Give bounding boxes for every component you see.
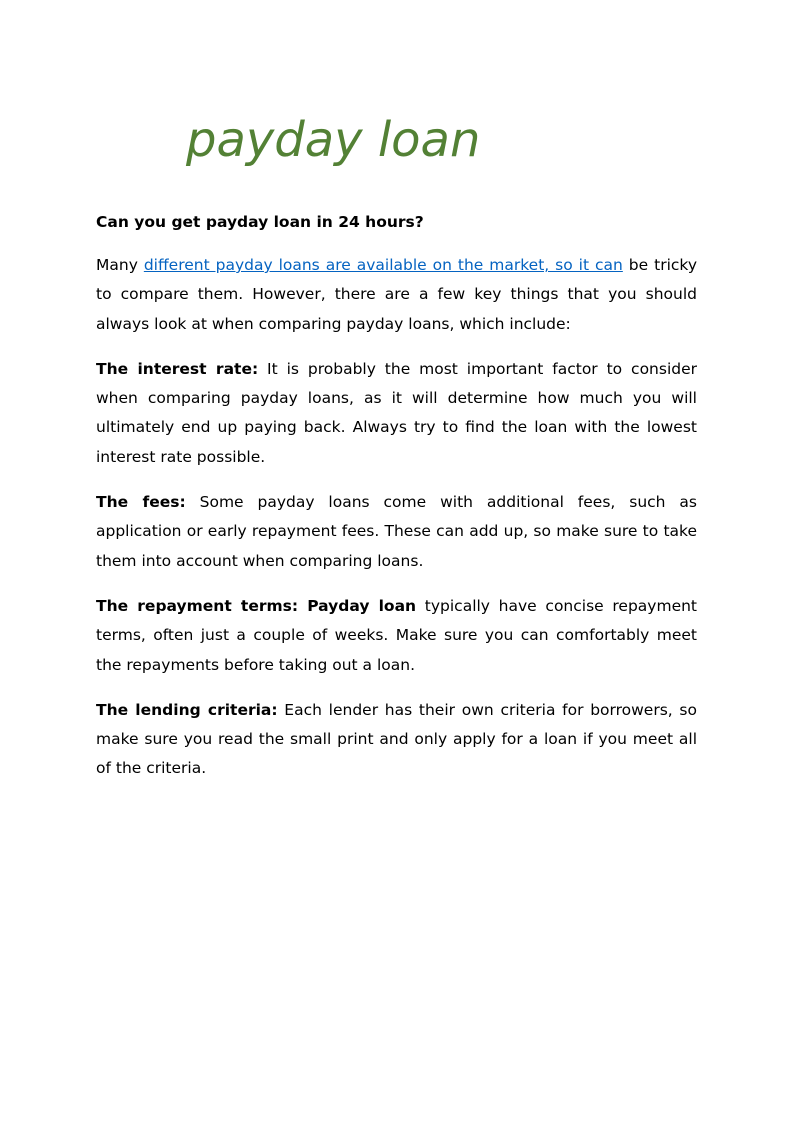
intro-text-after-link: be tricky to compare them. However, there are a few key things that you should always look at when comparing payday loans, which include: xyxy=(96,256,697,333)
intro-paragraph xyxy=(96,251,697,339)
repayment-terms-text: typically have concise repayment terms, often just a couple of weeks. Make sure you can comfortably meet the repayments before taking out a loan. xyxy=(96,596,698,674)
repayment-terms-label: The repayment terms: xyxy=(96,596,299,615)
interest-rate-paragraph xyxy=(96,355,697,472)
repayment-terms-paragraph xyxy=(96,592,697,680)
lending-criteria-text: Each lender has their own criteria for borrowers, so make sure you read the small print and only apply for a loan if you meet all of the criteria. xyxy=(96,700,697,778)
page-title: payday loan xyxy=(186,112,481,168)
fees-label: The fees: xyxy=(96,493,186,512)
intro-text-before-link: Many xyxy=(96,256,144,274)
document-body xyxy=(96,208,697,800)
lending-criteria-label: The lending criteria: xyxy=(96,700,278,719)
fees-text: Some payday loans come with additional fees, such as application or early repayment fees. These can add up, so make sure to take them into account when comparing loans. xyxy=(96,493,697,570)
lending-criteria-paragraph xyxy=(96,696,697,784)
payday-loans-link[interactable]: different payday loans are available on the market, so it can xyxy=(143,256,623,274)
interest-rate-label: The interest rate: xyxy=(96,359,259,378)
question-heading: Can you get payday loan in 24 hours? xyxy=(96,213,424,231)
interest-rate-text: It is probably the most important factor to consider when comparing payday loans, as it will determine how much you will ultimately end up paying back. Always try to find the loan with the lowest interest rate possible. xyxy=(96,359,697,466)
repayment-terms-label-extra: Payday loan xyxy=(298,596,417,615)
fees-paragraph xyxy=(96,488,697,576)
